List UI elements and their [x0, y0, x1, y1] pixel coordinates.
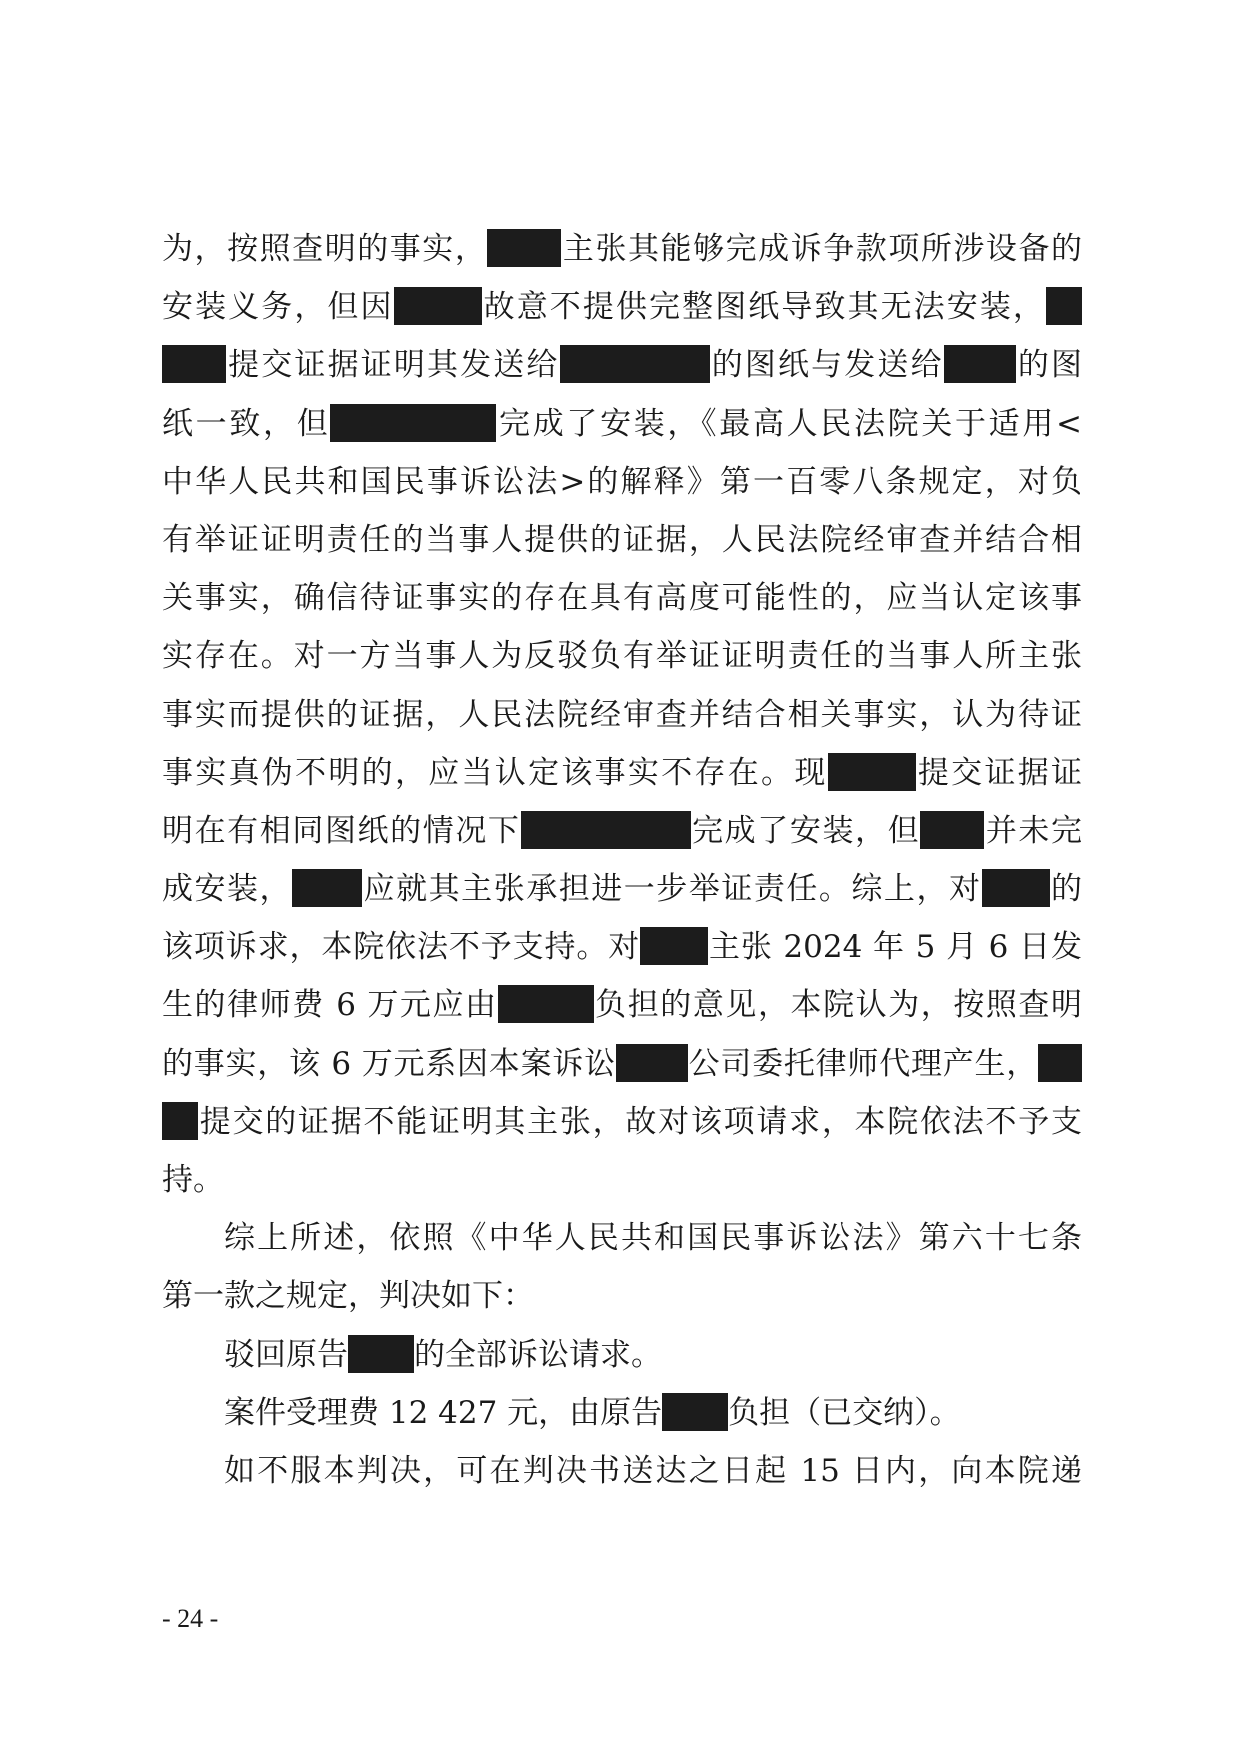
text-segment: 安装义务，但因 [162, 289, 394, 326]
text-segment: 负担的意见，本院认为，按照查明 [593, 987, 1082, 1024]
text-segment: 明在有相同图纸的情况下 [162, 812, 521, 849]
text-line [162, 453, 1082, 511]
judgment-body-text [162, 220, 1082, 1500]
text-line [162, 918, 1082, 976]
text-line [162, 511, 1082, 569]
redaction-bar [348, 1335, 414, 1373]
text-segment: 的全部诉讼请求。 [414, 1336, 662, 1373]
text-segment: 持。 [162, 1162, 224, 1198]
text-segment: 提交证据证 [915, 754, 1083, 791]
text-segment: 提交的证据不能证明其主张，故对该项请求，本院依法不予支 [198, 1103, 1082, 1140]
text-line [162, 1151, 1082, 1209]
text-line [162, 1384, 1082, 1442]
text-segment: 提交证据证明其发送给 [226, 347, 560, 384]
text-line [162, 976, 1082, 1034]
redaction-bar [292, 869, 362, 907]
text-line [162, 1267, 1082, 1325]
text-segment: 并未完 [984, 812, 1083, 849]
text-line [162, 627, 1082, 685]
redaction-bar [616, 1044, 688, 1082]
text-segment: 有举证证明责任的当事人提供的证据，人民法院经审查并结合相 [162, 521, 1082, 558]
text-segment: 实存在。对一方当事人为反驳负有举证证明责任的当事人所主张 [162, 638, 1082, 675]
text-segment: 的事实，该 6 万元系因本案诉讼 [162, 1045, 616, 1082]
text-segment: 事实而提供的证据，人民法院经审查并结合相关事实，认为待证 [162, 696, 1082, 733]
text-segment: 故意不提供完整图纸导致其无法安装， [481, 289, 1047, 326]
text-line [162, 802, 1082, 860]
text-segment: 生的律师费 6 万元应由 [162, 987, 498, 1024]
text-line [162, 1035, 1082, 1093]
text-line [162, 336, 1082, 394]
redaction-bar [487, 229, 561, 267]
text-line [162, 278, 1082, 336]
text-line [162, 220, 1082, 278]
redaction-bar [944, 345, 1016, 383]
text-segment: 完成了安装，《最高人民法院关于适用< [496, 405, 1082, 442]
text-line [162, 1442, 1082, 1500]
text-segment: 完成了安装，但 [690, 812, 921, 849]
redaction-bar [521, 811, 691, 849]
redaction-bar [394, 287, 482, 325]
text-segment: 的图 [1015, 347, 1083, 384]
text-line [162, 1209, 1082, 1267]
text-segment: 主张 2024 年 5 月 6 日发 [708, 929, 1082, 966]
text-segment: 关事实，确信待证事实的存在具有高度可能性的，应当认定该事 [162, 580, 1082, 617]
redaction-bar [1046, 287, 1082, 325]
text-line [162, 860, 1082, 918]
redaction-bar [162, 345, 226, 383]
text-segment: 应就其主张承担进一步举证责任。综上，对 [362, 871, 982, 908]
text-segment: 第一款之规定，判决如下： [162, 1278, 534, 1315]
text-segment: 的 [1049, 871, 1083, 908]
text-line [162, 744, 1082, 802]
redaction-bar [828, 753, 916, 791]
redaction-bar [560, 345, 710, 383]
text-segment: 为，按照查明的事实， [162, 231, 488, 267]
text-segment: 的图纸与发送给 [709, 347, 944, 384]
text-line [162, 569, 1082, 627]
text-segment: 案件受理费 12 427 元，由原告 [224, 1394, 663, 1431]
text-segment: 负担（已交纳）。 [728, 1394, 961, 1431]
text-segment: 如不服本判决，可在判决书送达之日起 15 日内，向本院递 [224, 1452, 1082, 1489]
redaction-bar [1038, 1044, 1082, 1082]
page-number: - 24 - [162, 1604, 219, 1633]
text-line [162, 1326, 1082, 1384]
text-segment: 驳回原告 [224, 1336, 348, 1373]
text-segment: 综上所述，依照《中华人民共和国民事诉讼法》第六十七条 [224, 1220, 1082, 1257]
redaction-bar [662, 1393, 728, 1431]
text-line [162, 686, 1082, 744]
text-line [162, 395, 1082, 453]
redaction-bar [640, 927, 708, 965]
text-segment: 中华人民共和国民事诉讼法>的解释》第一百零八条规定，对负 [162, 463, 1082, 500]
text-segment: 公司委托律师代理产生， [687, 1045, 1038, 1082]
redaction-bar [162, 1102, 198, 1140]
text-segment: 该项诉求，本院依法不予支持。对 [162, 929, 641, 966]
redaction-bar [920, 811, 984, 849]
redaction-bar [330, 404, 496, 442]
redaction-bar [498, 985, 594, 1023]
text-segment: 纸一致，但 [162, 405, 331, 442]
text-segment: 成安装， [162, 871, 293, 908]
text-line [162, 1093, 1082, 1151]
text-segment: 事实真伪不明的，应当认定该事实不存在。现 [162, 754, 828, 791]
text-segment: 主张其能够完成诉争款项所涉设备的 [561, 231, 1083, 267]
redaction-bar [982, 869, 1050, 907]
